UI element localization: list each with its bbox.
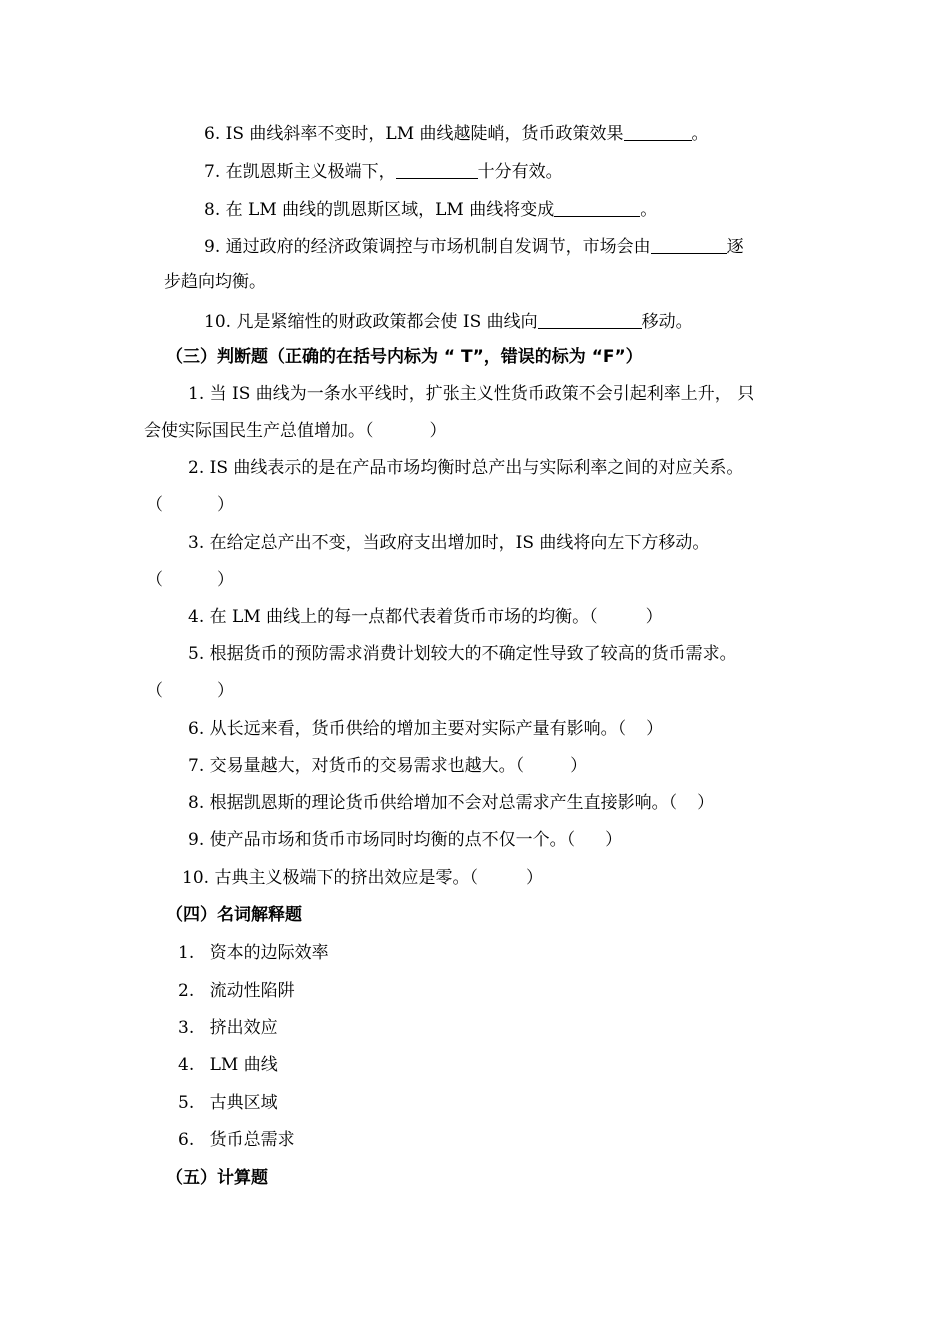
item-text: 在凯恩斯主义极端下， <box>225 162 396 182</box>
close-paren: ） <box>217 570 234 590</box>
item-text: IS 曲线表示的是在产品市场均衡时总产出与实际利率之间的对应关系。 <box>209 458 744 478</box>
item-text: 通过政府的经济政策调控与市场机制自发调节，市场会由 <box>225 237 651 257</box>
term-text: 资本的边际效率 <box>209 943 329 963</box>
term-text: 流动性陷阱 <box>209 981 295 1001</box>
judge-item-1-continuation <box>144 421 447 441</box>
item-number: 4. <box>178 1055 195 1075</box>
item-number: 7. <box>204 162 221 182</box>
close-paren: ） <box>525 868 543 888</box>
close-paren: ） <box>697 793 715 813</box>
item-number: 8. <box>204 200 221 220</box>
term-item <box>178 1018 278 1038</box>
item-number: 9. <box>204 237 221 257</box>
close-paren: ） <box>605 830 623 850</box>
item-text-after: 。 <box>691 124 709 144</box>
term-text: 古典区域 <box>209 1093 278 1113</box>
item-text: 使产品市场和货币市场同时均衡的点不仅一个。（ <box>209 830 576 850</box>
item-text: 根据货币的预防需求消费计划较大的不确定性导致了较高的货币需求。 <box>209 644 737 664</box>
item-number: 6. <box>178 1130 195 1150</box>
item-number: 8. <box>188 793 205 813</box>
judge-item-3-answer <box>146 570 234 590</box>
item-text: 会使实际国民生产总值增加。（ <box>144 421 374 441</box>
section-heading-judge: （三）判断题（正确的在括号内标为 “ T”，错误的标为 “F”） <box>166 347 643 367</box>
close-paren: ） <box>217 495 234 515</box>
judge-item-9 <box>188 830 622 850</box>
item-text: 从长远来看，货币供给的增加主要对实际产量有影响。（ <box>209 719 627 739</box>
term-item <box>178 1093 278 1113</box>
item-text-after: 十分有效。 <box>477 162 563 182</box>
term-item <box>178 981 295 1001</box>
judge-item-4 <box>188 607 663 627</box>
item-number: 2. <box>178 981 195 1001</box>
item-text: 在 LM 曲线的凯恩斯区域，LM 曲线将变成 <box>225 200 555 220</box>
term-item <box>178 1055 278 1075</box>
judge-item-2 <box>188 458 743 478</box>
item-number: 10. <box>182 868 210 888</box>
item-number: 9. <box>188 830 205 850</box>
open-paren: （ <box>146 570 163 590</box>
item-text: 当 IS 曲线为一条水平线时，扩张主义性货币政策不会引起利率上升， 只 <box>209 384 755 404</box>
judge-item-1 <box>188 384 754 404</box>
item-text: 在给定总产出不变，当政府支出增加时，IS 曲线将向左下方移动。 <box>209 533 710 553</box>
answer-blank[interactable] <box>624 122 692 141</box>
term-text: 挤出效应 <box>209 1018 278 1038</box>
term-text: LM 曲线 <box>209 1055 278 1075</box>
term-item <box>178 1130 295 1150</box>
item-number: 3. <box>178 1018 195 1038</box>
item-text: 在 LM 曲线上的每一点都代表着货币市场的均衡。（ <box>209 607 598 627</box>
close-paren: ） <box>217 681 234 701</box>
item-text: 凡是紧缩性的财政政策都会使 IS 曲线向 <box>236 312 538 332</box>
open-paren: （ <box>146 495 163 515</box>
close-paren: ） <box>646 719 664 739</box>
judge-item-8 <box>188 793 714 813</box>
judge-item-6 <box>188 719 663 739</box>
item-number: 1. <box>178 943 195 963</box>
term-text: 货币总需求 <box>209 1130 295 1150</box>
judge-item-7 <box>188 756 587 776</box>
item-number: 1. <box>188 384 205 404</box>
item-text: IS 曲线斜率不变时，LM 曲线越陡峭，货币政策效果 <box>225 124 624 144</box>
judge-item-3 <box>188 533 709 553</box>
item-number: 3. <box>188 533 205 553</box>
term-item <box>178 943 329 963</box>
answer-blank[interactable] <box>651 235 727 254</box>
item-text-after: 。 <box>640 200 658 220</box>
item-text-after: 移动。 <box>641 312 693 332</box>
item-number: 5. <box>178 1093 195 1113</box>
answer-blank[interactable] <box>396 160 478 179</box>
fill-item-9-continuation: 步趋向均衡。 <box>164 272 266 292</box>
judge-item-5 <box>188 644 737 664</box>
item-text-after: 逐 <box>726 237 744 257</box>
judge-item-2-answer <box>146 495 234 515</box>
item-number: 4. <box>188 607 205 627</box>
fill-item-10 <box>204 310 693 332</box>
fill-item-7 <box>204 160 563 182</box>
section-heading-terms: （四）名词解释题 <box>166 905 302 925</box>
judge-item-10 <box>182 868 543 888</box>
item-number: 6. <box>188 719 205 739</box>
answer-blank[interactable] <box>538 310 642 329</box>
item-number: 2. <box>188 458 205 478</box>
item-number: 5. <box>188 644 205 664</box>
close-paren: ） <box>429 421 447 441</box>
fill-item-9 <box>204 235 744 257</box>
open-paren: （ <box>146 681 163 701</box>
item-number: 6. <box>204 124 221 144</box>
judge-item-5-answer <box>146 681 234 701</box>
close-paren: ） <box>570 756 588 776</box>
section-heading-calc: （五）计算题 <box>166 1168 268 1188</box>
item-text: 根据凯恩斯的理论货币供给增加不会对总需求产生直接影响。（ <box>209 793 678 813</box>
item-number: 10. <box>204 312 232 332</box>
close-paren: ） <box>645 607 663 627</box>
item-number: 7. <box>188 756 205 776</box>
fill-item-8 <box>204 198 657 220</box>
item-text: 古典主义极端下的挤出效应是零。（ <box>214 868 478 888</box>
item-text: 交易量越大，对货币的交易需求也越大。（ <box>209 756 525 776</box>
answer-blank[interactable] <box>554 198 640 217</box>
fill-item-6 <box>204 122 709 144</box>
